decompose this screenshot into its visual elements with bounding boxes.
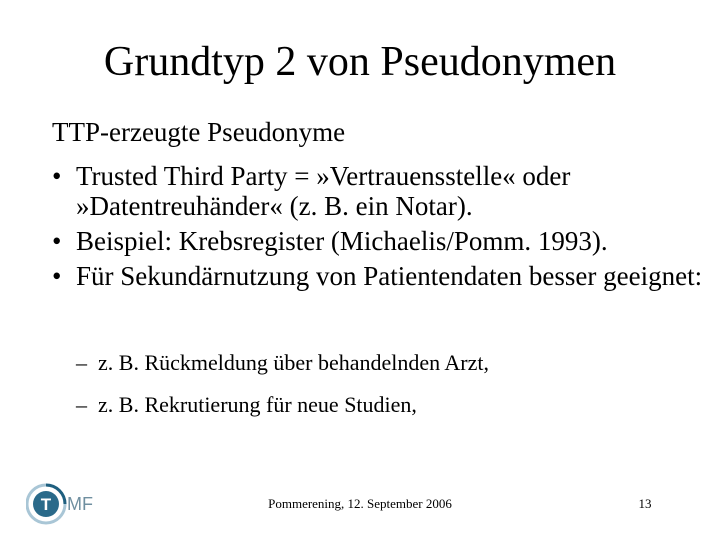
bullet-list [52, 161, 712, 296]
bullet-item [52, 261, 712, 291]
page-number: 13 [638, 496, 652, 511]
dash-icon: – [76, 350, 87, 375]
sub-bullet-list [76, 350, 489, 434]
sub-bullet-item [76, 392, 489, 418]
bullet-icon: • [52, 226, 62, 256]
bullet-icon: • [52, 261, 62, 291]
bullet-item [52, 226, 712, 256]
bullet-text: Für Sekundärnutzung von Patientendaten besser geeignet: [76, 261, 703, 291]
sub-bullet-text: z. B. Rekrutierung für neue Studien, [98, 392, 417, 417]
tmf-logo [26, 479, 100, 529]
section-heading: TTP-erzeugte Pseudonyme [52, 117, 346, 147]
logo-letters-mf: MF [67, 494, 93, 514]
slide-title: Grundtyp 2 von Pseudonymen [103, 39, 617, 85]
dash-icon: – [76, 392, 87, 417]
logo-letter-t: T [40, 495, 52, 514]
sub-bullet-item [76, 350, 489, 376]
footer-text: Pommerening, 12. September 2006 [268, 496, 452, 511]
sub-bullet-text: z. B. Rückmeldung über behandelnden Arzt, [98, 350, 490, 375]
bullet-item [52, 161, 712, 221]
bullet-text: Beispiel: Krebsregister (Michaelis/Pomm. 1993). [76, 226, 608, 256]
bullet-text: Trusted Third Party = »Vertrauensstelle« oder »Datentreuhänder« (z. B. ein Notar). [76, 161, 571, 221]
bullet-icon: • [52, 161, 62, 191]
